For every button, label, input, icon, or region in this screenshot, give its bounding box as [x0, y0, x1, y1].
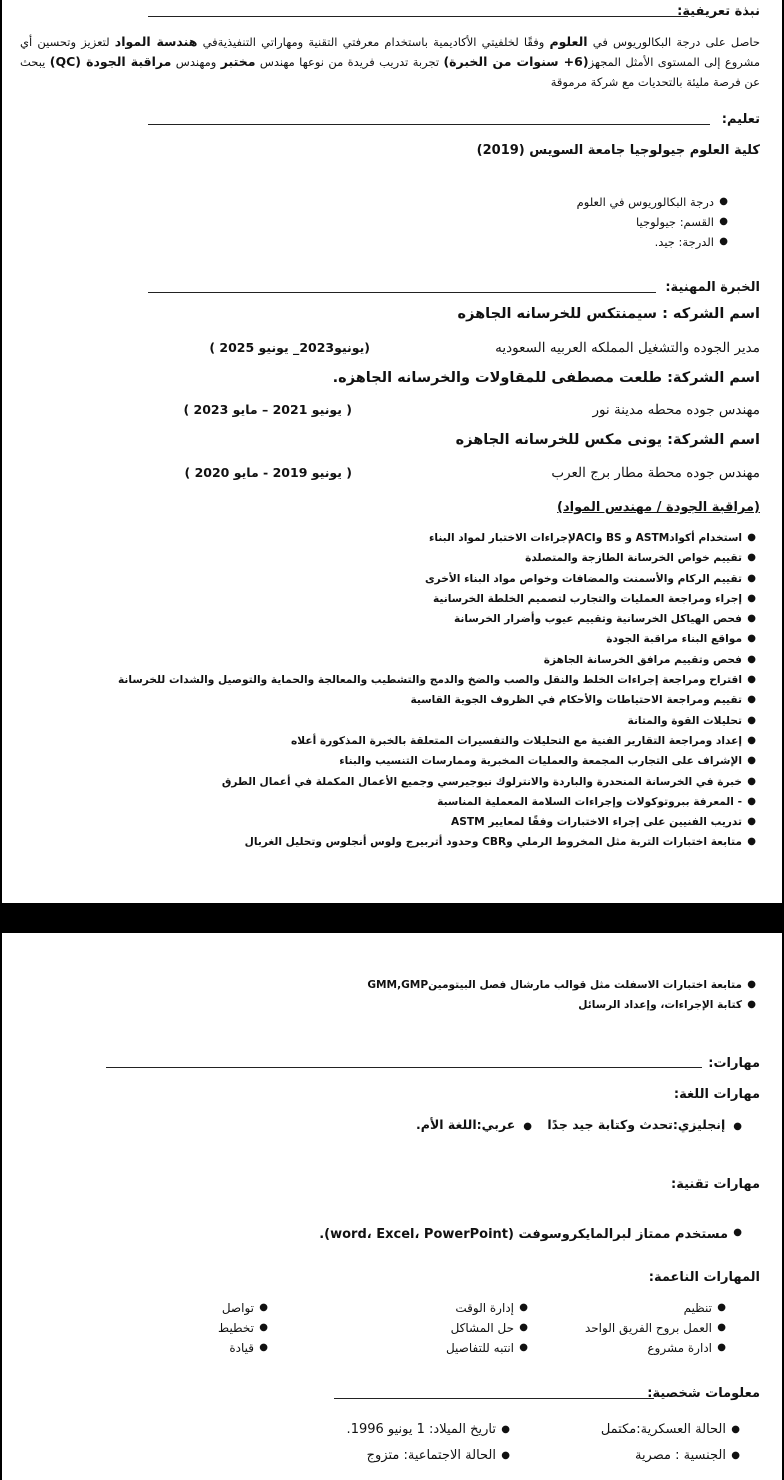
- list-item: ● قيادة: [229, 1341, 268, 1355]
- summary-emphasis: مختبر: [220, 54, 256, 69]
- job-3-company: اسم الشركة: يونى مكس للخرسانه الجاهزه: [455, 432, 760, 448]
- list-item: ● العمل بروح الفريق الواحد: [584, 1321, 726, 1335]
- personal-info-heading: معلومات شخصية:: [647, 1386, 760, 1401]
- list-item: ● الإشراف على التجارب المجمعة والعمليات المخبرية وممارسات التنسيب والبناء: [339, 755, 756, 768]
- list-item: ● إعداد ومراجعة التقارير الفنية مع التحليلات والتفسيرات المتعلقة بالخبرة المذكورة أعلاه: [291, 734, 756, 747]
- job-3-dates: ( يونيو 2019 - مايو 2020 ): [184, 465, 352, 480]
- technical-skills-list: [319, 1227, 746, 1242]
- soft-skills-column-3: [218, 1298, 272, 1358]
- job-1-title: مدير الجوده والتشغيل المملكه العربيه السعوديه: [495, 340, 760, 356]
- list-item: ● إجراء ومراجعة العمليات والتجارب لتصميم الخلطة الخرسانية: [432, 592, 756, 605]
- language-item-english: ●إنجليزي:تحدث وكتابة جيد جدًا: [547, 1117, 742, 1132]
- language-skills-heading: مهارات اللغة:: [673, 1087, 760, 1102]
- list-item: ● تخطيط: [218, 1321, 268, 1335]
- technical-skills-heading: مهارات تقنية:: [671, 1177, 760, 1192]
- list-item: ● متابعة اختبارات الاسفلت مثل قوالب مارشال فصل البيتومينGMM,GMP: [367, 979, 756, 991]
- experience-heading: الخبرة المهنية:: [665, 280, 760, 295]
- summary-text: ومهندس: [171, 55, 221, 69]
- list-item: ● تاريخ الميلاد: 1 يونيو 1996.: [346, 1422, 510, 1437]
- list-item: ● متابعة اختبارات التربة مثل المخروط الرملي وCBR وحدود أتربيرج ولوس أنجلوس وتحليل الغربال: [244, 836, 756, 849]
- profile-heading: نبذة تعريفية:: [677, 4, 760, 19]
- education-rule: [148, 124, 710, 125]
- job-3-title: مهندس جوده محطة مطار برج العرب: [551, 465, 760, 481]
- list-item: ● الدرجة: جيد.: [654, 235, 728, 249]
- list-item: ● فحص وتقييم مرافق الخرسانة الجاهزة: [543, 653, 756, 666]
- soft-skills-heading: المهارات الناعمة:: [648, 1270, 760, 1285]
- job-2-company: اسم الشركة: طلعت مصطفى للمقاولات والخرسانه الجاهزه.: [332, 370, 760, 386]
- list-item: ● تواصل: [221, 1301, 268, 1315]
- education-list: [577, 192, 732, 252]
- role-heading: (مراقبة الجودة / مهندس المواد): [557, 500, 760, 515]
- list-item: ● فحص الهياكل الخرسانية وتقييم عيوب وأضرار الخرسانة: [453, 613, 756, 626]
- list-item: ● درجة البكالوريوس في العلوم: [576, 195, 728, 209]
- personal-info-column-2: [347, 1417, 514, 1469]
- list-item: ● تقييم ومراجعة الاحتياطات والأحكام في الظروف الجوية القاسية: [410, 694, 756, 707]
- personal-info-column-1: [601, 1417, 744, 1469]
- list-item: ● انتبه للتفاصيل: [445, 1341, 528, 1355]
- summary-emphasis: هندسة المواد: [114, 34, 198, 49]
- job-1-dates: (يونيو2023_ يونيو 2025 ): [209, 340, 370, 355]
- list-item: ● استخدام أكوادASTM و BS وACIلإجراءات الاختبار لمواد البناء: [428, 532, 756, 544]
- summary-emphasis: مراقبة الجودة (QC): [49, 54, 172, 69]
- list-item: ● خبرة في الخرسانة المنحدرة والباردة والانترلوك نيوجيرسي وجميع الأعمال المكملة في أعمال الطرق: [221, 775, 756, 788]
- list-item: ● تنظيم: [683, 1301, 726, 1315]
- skills-rule: [106, 1067, 702, 1068]
- education-institution: كلية العلوم جيولوجيا جامعة السويس (2019): [476, 143, 760, 158]
- list-item: ● مستخدم ممتاز لبرالمايكروسوفت (word، Excel، PowerPoint).: [319, 1227, 742, 1242]
- list-item: ● الجنسية : مصرية: [634, 1448, 740, 1463]
- duties-continued-list: [367, 975, 760, 1016]
- list-item: ● الحالة العسكرية:مكتمل: [600, 1422, 740, 1437]
- language-item-arabic: ●عربي:اللغة الأم.: [416, 1117, 532, 1132]
- summary-text: وفقًا لخلفيتي الأكاديمية باستخدام معرفتي التقنية ومهاراتي التنفيذيةفي: [197, 35, 550, 49]
- page-separator: [0, 903, 784, 933]
- list-item: ● الحالة الاجتماعية: متزوج: [366, 1448, 510, 1463]
- skills-heading: مهارات:: [708, 1056, 760, 1071]
- list-item: ● مواقع البناء مراقبة الجودة: [606, 633, 756, 646]
- list-item: ● - المعرفة ببروتوكولات وإجراءات السلامة المعملية المناسبة: [437, 795, 756, 808]
- soft-skills-column-1: [585, 1298, 730, 1358]
- summary-text: حاصل على درجة البكالوريوس في: [587, 35, 760, 49]
- personal-info-rule: [334, 1398, 654, 1399]
- experience-rule: [148, 292, 656, 293]
- list-item: ● إدارة الوقت: [455, 1301, 528, 1315]
- list-item: ● تحليلات القوة والمتانة: [627, 714, 756, 727]
- job-2-dates: ( يونيو 2021 – مايو 2023 ): [183, 402, 352, 417]
- summary-text: تجربة تدريب فريدة من نوعها مهندس: [255, 55, 444, 69]
- summary-text: يبحث عن فرصة مليئة بالتحديات مع شركة مرموقة: [20, 55, 760, 89]
- list-item: ● تقييم الركام والأسمنت والمضافات وخواص مواد البناء الأخرى: [424, 572, 756, 585]
- resume-page-2: [0, 933, 784, 1480]
- list-item: ● اقتراح ومراجعة إجراءات الخلط والنقل والصب والضخ والدمج والتشطيب والمعالجة والحماية والتوصيل والشدات للخرسانة: [117, 674, 756, 687]
- profile-summary: [20, 32, 760, 92]
- list-item: ● تقييم خواص الخرسانة الطازجة والمتصلدة: [525, 552, 756, 565]
- job-1-company: اسم الشركه : سيمنتكس للخرسانه الجاهزه: [457, 306, 760, 322]
- education-heading: تعليم:: [721, 112, 760, 127]
- list-item: ● القسم: جيولوجيا: [635, 215, 728, 229]
- page-border-left: [0, 933, 2, 1480]
- soft-skills-column-2: [446, 1298, 532, 1358]
- list-item: ● حل المشاكل: [450, 1321, 528, 1335]
- summary-emphasis: العلوم: [549, 34, 588, 49]
- summary-emphasis: (6+ سنوات من الخبرة): [443, 54, 589, 69]
- profile-rule: [148, 16, 688, 17]
- list-item: ● تدريب الفنيين على إجراء الاختبارات وفقًا لمعايير ASTM: [451, 816, 756, 829]
- duties-list: [118, 528, 760, 853]
- page-border-left: [0, 0, 2, 903]
- list-item: ● ادارة مشروع: [647, 1341, 726, 1355]
- list-item: ● كتابة الإجراءات، وإعداد الرسائل: [578, 999, 756, 1012]
- job-2-title: مهندس جوده محطه مدينة نور: [592, 402, 760, 418]
- summary-text: لتعزيز وتحسين أي مشروع إلى المستوى الأمثل المجهز: [20, 35, 761, 69]
